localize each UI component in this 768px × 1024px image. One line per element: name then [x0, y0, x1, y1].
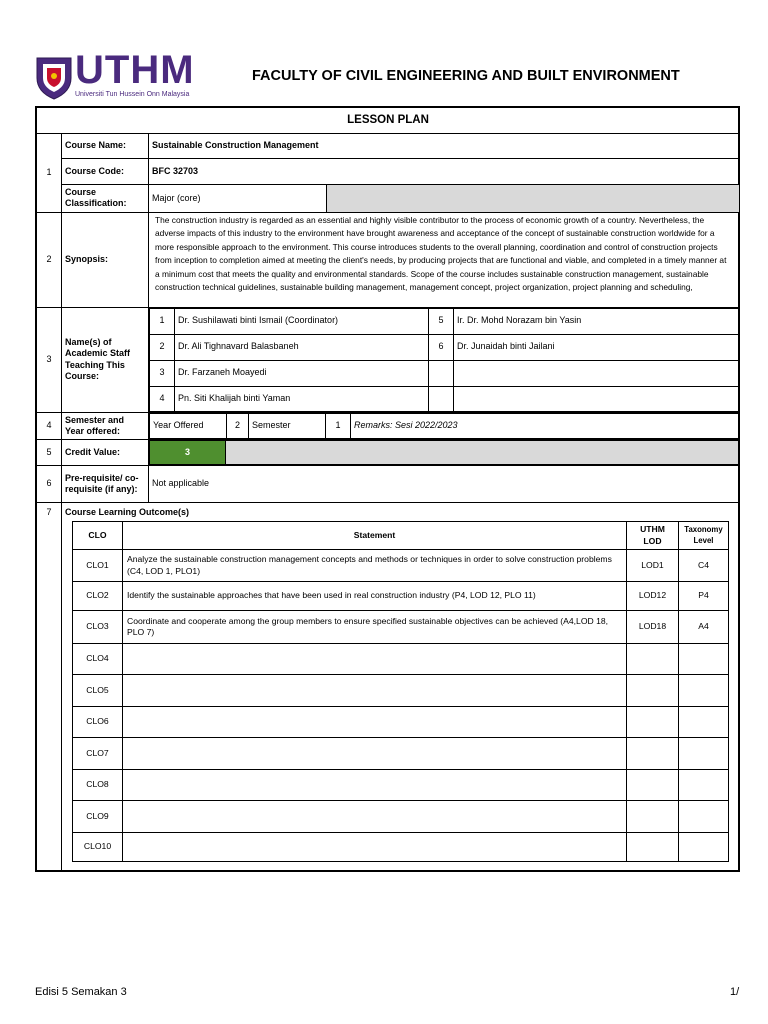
- staff-table: [149, 308, 739, 412]
- staff-number: 4: [150, 386, 175, 411]
- course-name-label: Course Name:: [62, 134, 149, 159]
- logo-wordmark: UTHM: [75, 48, 195, 92]
- table-row: [73, 550, 729, 582]
- section-number-7: 7: [37, 503, 62, 872]
- academic-staff-label: Name(s) of Academic Staff Teaching This Course:: [62, 307, 149, 412]
- clo-lod: [627, 770, 679, 801]
- staff-name: Dr. Ali Tighnavard Balasbaneh: [175, 334, 429, 360]
- classification-value: Major (core): [149, 185, 327, 213]
- clo-id: CLO3: [73, 611, 123, 644]
- table-row: [73, 644, 729, 675]
- section-number-3: 3: [37, 307, 62, 412]
- clo-lod: [627, 644, 679, 675]
- staff-empty-cell: [454, 386, 739, 411]
- staff-number: 5: [429, 308, 454, 334]
- clo-lod: LOD1: [627, 550, 679, 582]
- semester-field-label: Semester: [249, 413, 326, 438]
- clo-lod: LOD18: [627, 611, 679, 644]
- synopsis-label: Synopsis:: [62, 212, 149, 307]
- staff-empty-cell: [429, 386, 454, 411]
- clo-id: CLO4: [73, 644, 123, 675]
- semester-label: Semester and Year offered:: [62, 412, 149, 440]
- clo-section-label: Course Learning Outcome(s): [62, 503, 740, 872]
- classification-grey-cell: [327, 185, 740, 213]
- semester-table: [149, 413, 739, 439]
- clo-statement: [123, 675, 627, 707]
- staff-name: Dr. Junaidah binti Jailani: [454, 334, 739, 360]
- clo-id: CLO5: [73, 675, 123, 707]
- logo-subtitle: Universiti Tun Hussein Onn Malaysia: [75, 91, 190, 98]
- clo-taxonomy: [679, 770, 729, 801]
- section-number-5: 5: [37, 440, 62, 466]
- clo-statement: [123, 833, 627, 862]
- clo-lod: [627, 738, 679, 770]
- clo-taxonomy: [679, 833, 729, 862]
- crest-icon: [35, 54, 73, 100]
- taxonomy-header: Taxonomy Level: [679, 522, 729, 550]
- year-offered-value: 2: [227, 413, 249, 438]
- statement-header: Statement: [123, 522, 627, 550]
- credit-grey-cell: [226, 441, 739, 465]
- page-number: 1/: [730, 986, 740, 998]
- synopsis-text: The construction industry is regarded as an essential and highly visible contributor to the process of economic growth of a country. Nevertheless, the adverse impacts of this industry to the environment have brought awareness and acceptance of the concept of sustainable construction worldwide for a more responsible approach to the environment. This course introduces students to the overall planning, coordination and control of construction projects from inception to completion aimed at meeting the client's needs, by producing projects that are functional and viable, and completed in a timely manner at a minimum cost that meets the quality and environmental standards. Scope of the course includes sustainable construction management, sustainable construction technical guidelines, sustainable building management, management concept, project organization, project planning and scheduling,: [155, 214, 727, 292]
- clo-taxonomy: [679, 707, 729, 738]
- clo-statement: [123, 770, 627, 801]
- clo-id: CLO7: [73, 738, 123, 770]
- table-row: [73, 675, 729, 707]
- edition-footer: Edisi 5 Semakan 3: [35, 986, 127, 998]
- faculty-title: FACULTY OF CIVIL ENGINEERING AND BUILT ENVIRONMENT: [252, 68, 680, 84]
- clo-statement: Analyze the sustainable construction management concepts and methods or techniques in order to solve construction problems (C4, LOD 1, PLO1): [123, 550, 627, 582]
- clo-statement: Coordinate and cooperate among the group members to ensure specified sustainable objectives can be achieved (A4,LOD 18, PLO 7): [123, 611, 627, 644]
- section-number-6: 6: [37, 466, 62, 503]
- clo-statement: [123, 801, 627, 833]
- clo-table: [72, 521, 729, 862]
- staff-number: 6: [429, 334, 454, 360]
- clo-lod: [627, 833, 679, 862]
- clo-statement: [123, 644, 627, 675]
- table-row: [73, 801, 729, 833]
- staff-number: 1: [150, 308, 175, 334]
- clo-taxonomy: [679, 801, 729, 833]
- section-number-4: 4: [37, 412, 62, 440]
- year-offered-label: Year Offered: [150, 413, 227, 438]
- table-row: [73, 582, 729, 611]
- course-code-label: Course Code:: [62, 159, 149, 185]
- staff-name: Ir. Dr. Mohd Norazam bin Yasin: [454, 308, 739, 334]
- table-row: [73, 833, 729, 862]
- remarks-text: Remarks: Sesi 2022/2023: [351, 413, 739, 438]
- clo-taxonomy: [679, 675, 729, 707]
- section-number-2: 2: [37, 212, 62, 307]
- clo-taxonomy: [679, 738, 729, 770]
- clo-lod: LOD12: [627, 582, 679, 611]
- table-row: [73, 738, 729, 770]
- course-name-value: Sustainable Construction Management: [149, 134, 740, 159]
- clo-taxonomy: [679, 644, 729, 675]
- staff-name: Pn. Siti Khalijah binti Yaman: [175, 386, 429, 411]
- clo-id: CLO9: [73, 801, 123, 833]
- table-row: [73, 707, 729, 738]
- staff-name: Dr. Farzaneh Moayedi: [175, 360, 429, 386]
- credit-value-label: Credit Value:: [62, 440, 149, 466]
- staff-number: 3: [150, 360, 175, 386]
- clo-id: CLO10: [73, 833, 123, 862]
- staff-empty-cell: [429, 360, 454, 386]
- clo-taxonomy: A4: [679, 611, 729, 644]
- credit-value: 3: [150, 441, 226, 465]
- lod-header: UTHM LOD: [627, 522, 679, 550]
- clo-taxonomy: P4: [679, 582, 729, 611]
- staff-number: 2: [150, 334, 175, 360]
- semester-value: 1: [326, 413, 351, 438]
- table-row: [73, 611, 729, 644]
- clo-statement: Identify the sustainable approaches that have been used in real construction industry (P4, LOD 12, PLO 11): [123, 582, 627, 611]
- clo-lod: [627, 801, 679, 833]
- prerequisite-label: Pre-requisite/ co-requisite (if any):: [62, 466, 149, 503]
- course-code-value: BFC 32703: [149, 159, 740, 185]
- section-number-1: 1: [37, 134, 62, 213]
- table-row: [73, 770, 729, 801]
- clo-id: CLO2: [73, 582, 123, 611]
- clo-id: CLO8: [73, 770, 123, 801]
- prerequisite-value: Not applicable: [149, 466, 740, 503]
- classification-label: Course Classification:: [62, 185, 149, 213]
- clo-lod: [627, 675, 679, 707]
- clo-lod: [627, 707, 679, 738]
- clo-statement: [123, 738, 627, 770]
- staff-name: Dr. Sushilawati binti Ismail (Coordinator): [175, 308, 429, 334]
- clo-id: CLO6: [73, 707, 123, 738]
- clo-taxonomy: C4: [679, 550, 729, 582]
- clo-id: CLO1: [73, 550, 123, 582]
- staff-empty-cell: [454, 360, 739, 386]
- credit-table: [149, 440, 739, 465]
- clo-statement: [123, 707, 627, 738]
- lesson-plan-title: LESSON PLAN: [37, 108, 740, 134]
- uthm-logo: [35, 48, 205, 104]
- clo-header: CLO: [73, 522, 123, 550]
